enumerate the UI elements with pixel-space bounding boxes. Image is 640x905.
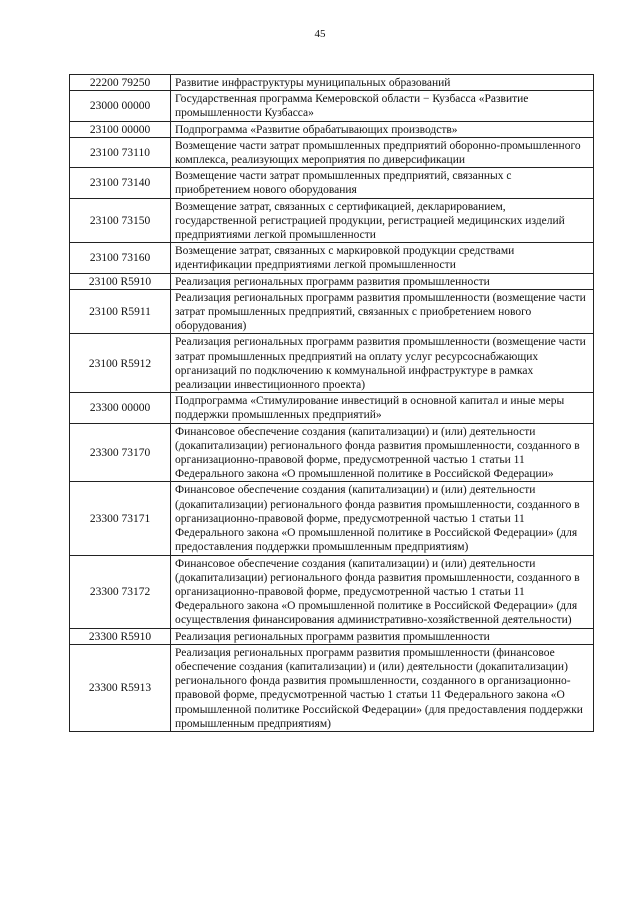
code-cell: 23100 73140 xyxy=(70,168,171,198)
code-cell: 23100 73160 xyxy=(70,243,171,273)
table-row xyxy=(70,243,594,273)
name-cell: Финансовое обеспечение создания (капитализации) и (или) деятельности (докапитализации) регионального фонда развития промышленности, созданного в организационно-правовой форме, предусмотренной частью 1 статьи 11 Федерального закона «О промышленной политике в Российской Федерации» xyxy=(171,423,594,482)
name-cell: Государственная программа Кемеровской области − Кузбасса «Развитие промышленности Кузбасса» xyxy=(171,91,594,121)
name-cell: Финансовое обеспечение создания (капитализации) и (или) деятельности (докапитализации) регионального фонда развития промышленности, созданного в организационно-правовой форме, предусмотренной частью 1 статьи 11 Федерального закона «О промышленной политике в Российской Федерации» (для осуществления финансирования административно-хозяйственной деятельности) xyxy=(171,555,594,628)
name-cell: Возмещение части затрат промышленных предприятий оборонно-промышленного комплекса, реализующих мероприятия по диверсификации xyxy=(171,137,594,167)
name-cell: Реализация региональных программ развития промышленности (возмещение части затрат промышленных предприятий на оплату услуг ресурсоснабжающих организаций по подключению к коммунальной инфраструктуре в рамках реализации инвестиционного проекта) xyxy=(171,334,594,393)
table-body xyxy=(70,75,594,732)
code-cell: 23000 00000 xyxy=(70,91,171,121)
name-cell: Возмещение затрат, связанных с сертификацией, декларированием, государственной регистрацией продукции, регистрацией медицинских изделий предприятиями легкой промышленности xyxy=(171,198,594,243)
table-row xyxy=(70,121,594,137)
code-cell: 23100 R5911 xyxy=(70,289,171,334)
table-row xyxy=(70,628,594,644)
code-cell: 23300 00000 xyxy=(70,393,171,423)
code-cell: 23100 73110 xyxy=(70,137,171,167)
code-cell: 23300 73172 xyxy=(70,555,171,628)
table-row xyxy=(70,198,594,243)
name-cell: Подпрограмма «Развитие обрабатывающих производств» xyxy=(171,121,594,137)
name-cell: Реализация региональных программ развития промышленности (финансовое обеспечение создания (капитализации) и (или) деятельности (докапитализации) регионального фонда развития промышленности, созданного в организационно-правовой форме, предусмотренной частью 1 статьи 11 Федерального закона «О промышленной политике Российской Федерации» (для предоставления поддержки промышленным предприятиям) xyxy=(171,644,594,731)
table-row xyxy=(70,168,594,198)
name-cell: Реализация региональных программ развития промышленности xyxy=(171,273,594,289)
table-row xyxy=(70,75,594,91)
code-cell: 23100 00000 xyxy=(70,121,171,137)
table-row xyxy=(70,423,594,482)
table-row xyxy=(70,555,594,628)
budget-codes-table xyxy=(69,74,594,732)
name-cell: Развитие инфраструктуры муниципальных образований xyxy=(171,75,594,91)
table-row xyxy=(70,289,594,334)
table-row xyxy=(70,273,594,289)
code-cell: 23300 73170 xyxy=(70,423,171,482)
code-cell: 23300 R5910 xyxy=(70,628,171,644)
code-cell: 23100 R5910 xyxy=(70,273,171,289)
name-cell: Финансовое обеспечение создания (капитализации) и (или) деятельности (докапитализации) регионального фонда развития промышленности, созданного в организационно-правовой форме, предусмотренной частью 1 статьи 11 Федерального закона «О промышленной политике в Российской Федерации» (для предоставления поддержки промышленным предприятиям) xyxy=(171,482,594,555)
name-cell: Возмещение части затрат промышленных предприятий, связанных с приобретением нового оборудования xyxy=(171,168,594,198)
table-row xyxy=(70,334,594,393)
page-number: 45 xyxy=(314,28,326,40)
table-row xyxy=(70,137,594,167)
code-cell: 23100 73150 xyxy=(70,198,171,243)
name-cell: Подпрограмма «Стимулирование инвестиций в основной капитал и иные меры поддержки промышленных предприятий» xyxy=(171,393,594,423)
code-cell: 23100 R5912 xyxy=(70,334,171,393)
table-row xyxy=(70,644,594,731)
name-cell: Возмещение затрат, связанных с маркировкой продукции средствами идентификации предприятиями легкой промышленности xyxy=(171,243,594,273)
table-row xyxy=(70,482,594,555)
code-cell: 23300 R5913 xyxy=(70,644,171,731)
code-cell: 23300 73171 xyxy=(70,482,171,555)
name-cell: Реализация региональных программ развития промышленности (возмещение части затрат промышленных предприятий, связанных с приобретением нового оборудования) xyxy=(171,289,594,334)
table-row xyxy=(70,91,594,121)
table-row xyxy=(70,393,594,423)
name-cell: Реализация региональных программ развития промышленности xyxy=(171,628,594,644)
code-cell: 22200 79250 xyxy=(70,75,171,91)
